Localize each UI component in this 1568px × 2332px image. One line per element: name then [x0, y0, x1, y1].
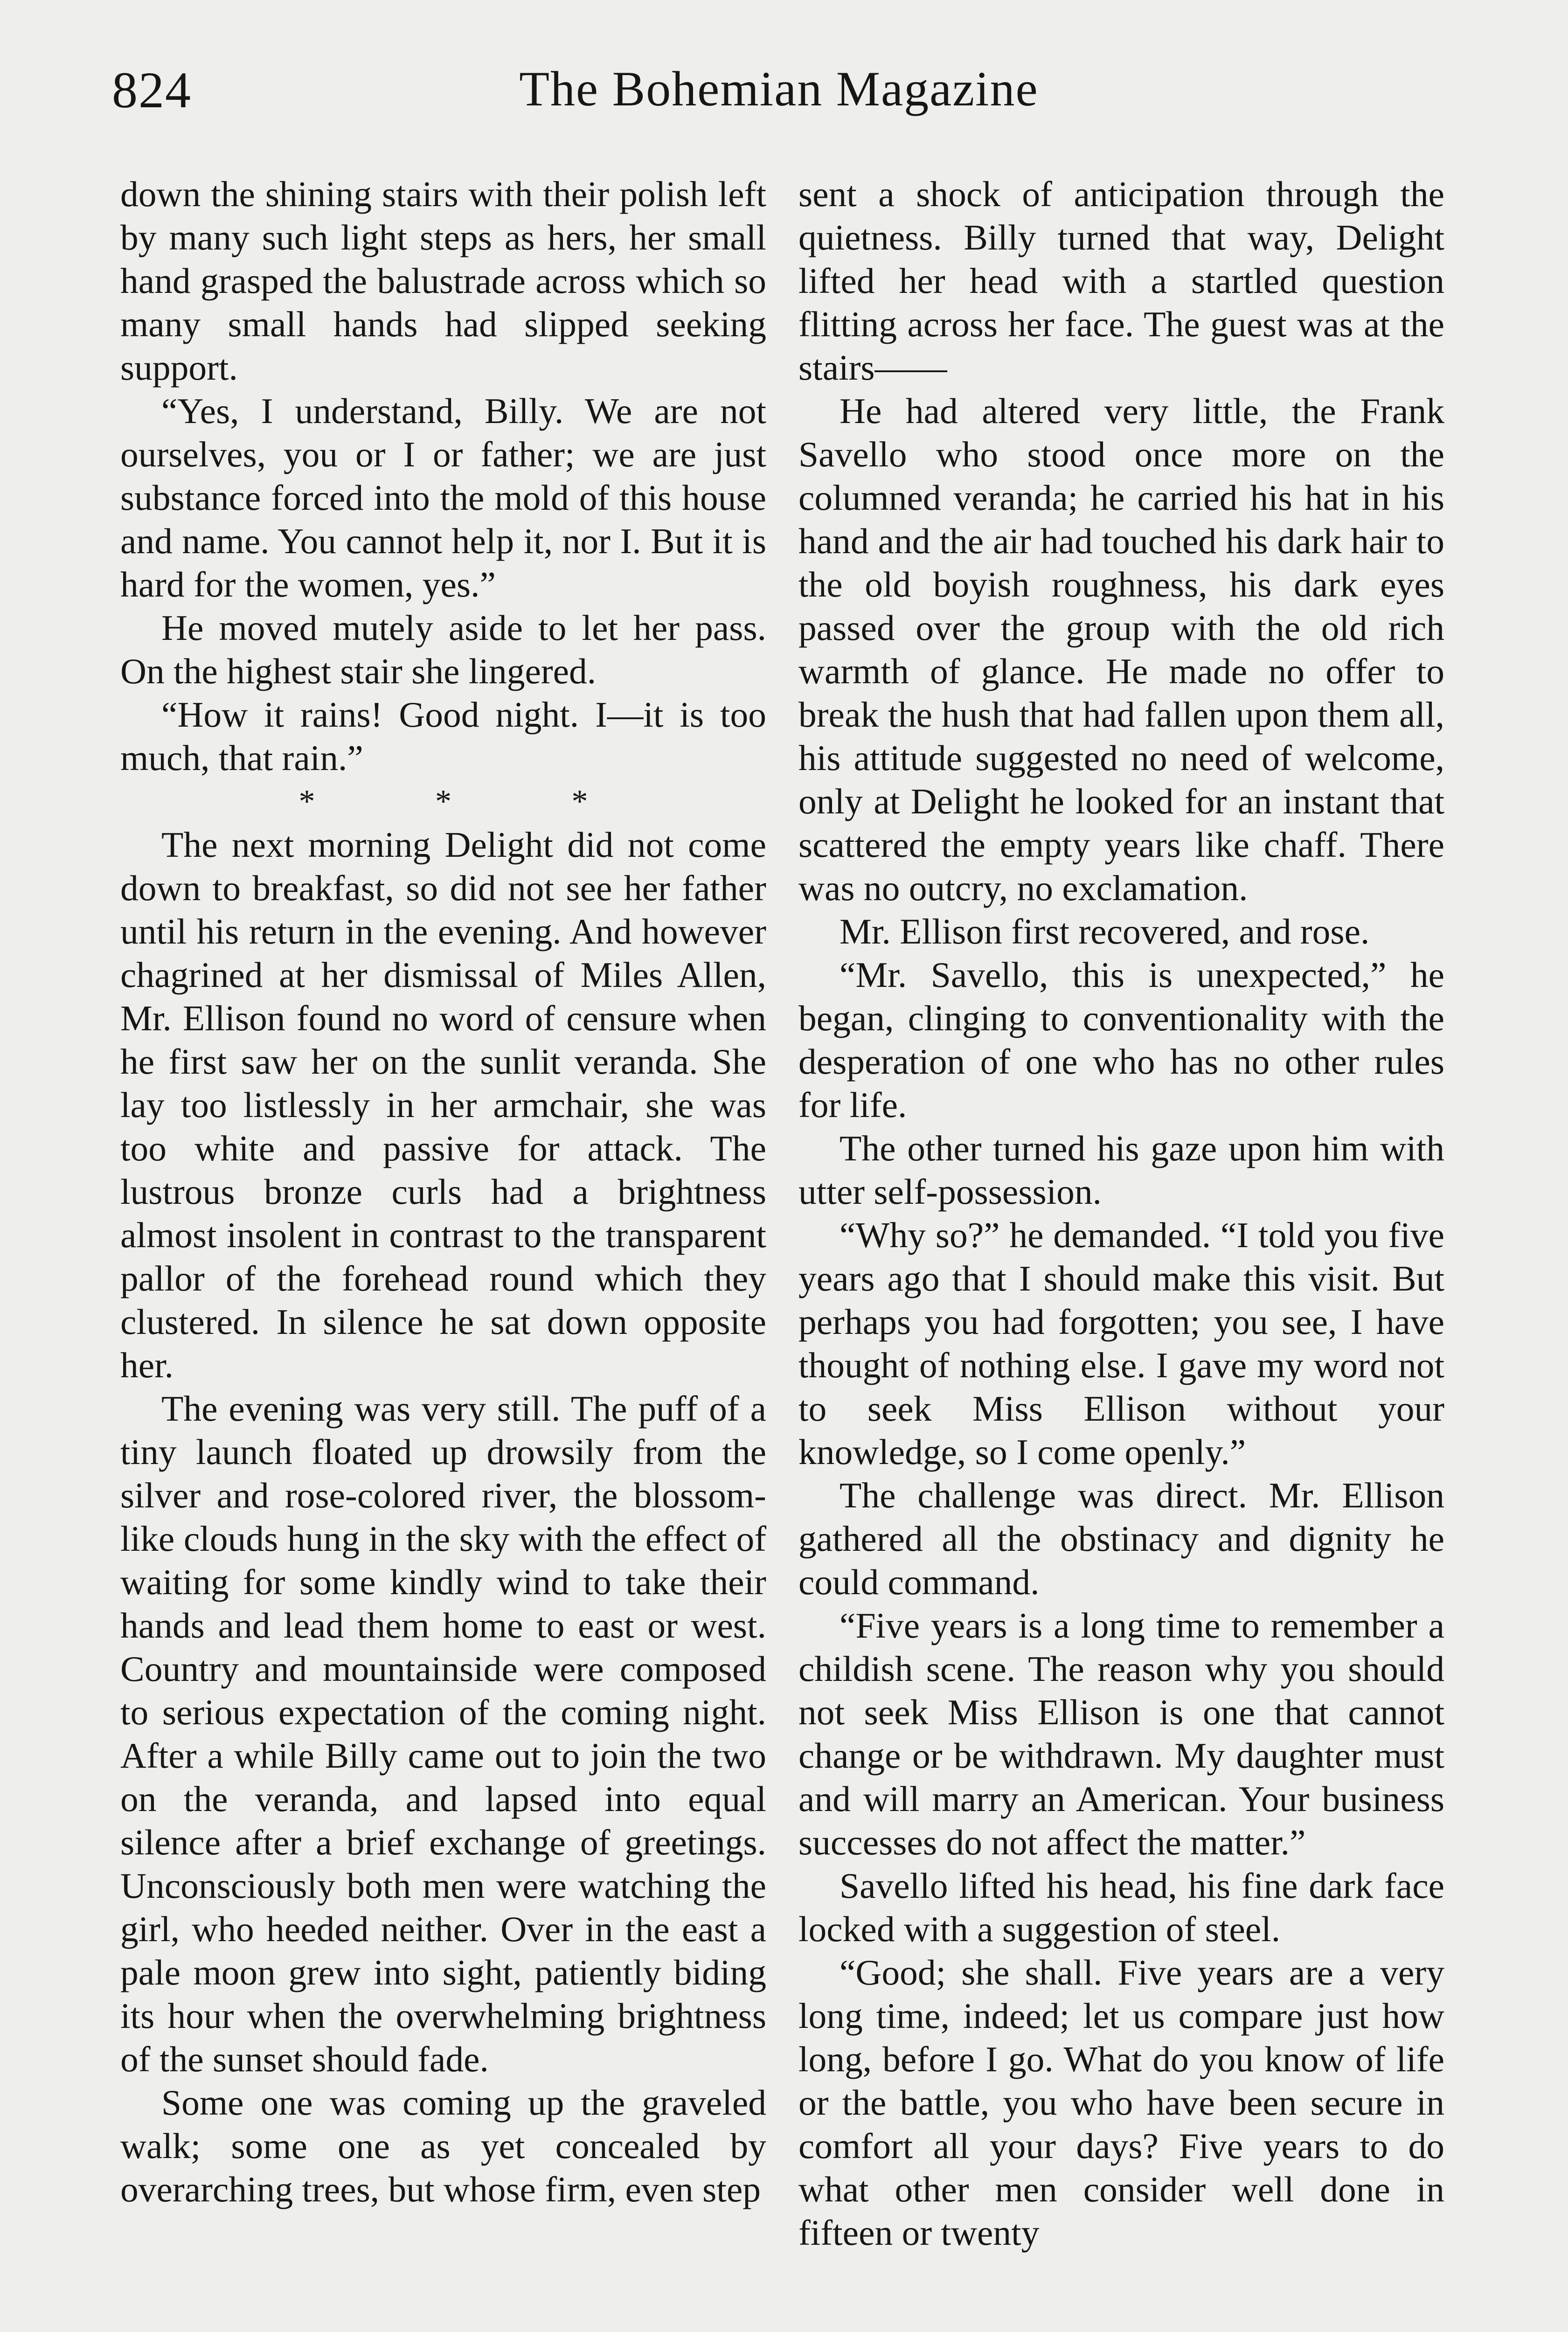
- paragraph: “Yes, I understand, Billy. We are not ourselves, you or I or father; we are just substance forced into the mold of this house and name. You cannot help it, nor I. But it is hard for the women, yes.”: [120, 391, 766, 604]
- paragraph: Mr. Ellison first recovered, and rose.: [840, 911, 1370, 951]
- paragraph: “Mr. Savello, this is unexpected,” he began, clinging to conventionality with the desperation of one who has no other rules for life.: [798, 955, 1444, 1125]
- paragraph: sent a shock of anticipation through the quietness. Billy turned that way, Delight lifted her head with a startled question flitting across her face. The guest was at the stairs——: [798, 174, 1444, 388]
- paragraph: The other turned his gaze upon him with utter self-possession.: [798, 1128, 1444, 1212]
- paragraph: The next morning Delight did not come down to breakfast, so did not see her father until his return in the evening. And however chagrined at her dismissal of Miles Allen, Mr. Ellison found no word of censure when he first saw her on the sunlit veranda. She lay too listlessly in her armchair, she was too white and passive for attack. The lustrous bronze curls had a brightness almost insolent in contrast to the transparent pallor of the forehead round which they clustered. In silence he sat down opposite her.: [120, 825, 766, 1385]
- section-break: * * *: [298, 784, 644, 819]
- paragraph: down the shining stairs with their polish left by many such light steps as hers, her small hand grasped the balustrade across which so many small hands had slipped seeking support.: [120, 174, 766, 388]
- paragraph: Savello lifted his head, his fine dark face locked with a suggestion of steel.: [798, 1866, 1444, 1949]
- paragraph: He moved mutely aside to let her pass. On the highest stair she lingered.: [120, 608, 766, 691]
- paragraph: He had altered very little, the Frank Savello who stood once more on the columned veranda; he carried his hat in his hand and the air had touched his dark hair to the old boyish roughness, his dark eyes passed over the group with the old rich warmth of glance. He made no offer to break the hush that had fallen upon them all, his attitude suggested no need of welcome, only at Delight he looked for an instant that scattered the empty years like chaff. There was no outcry, no exclamation.: [798, 391, 1444, 908]
- page-number: 824: [112, 62, 192, 118]
- left-column: [120, 173, 766, 2211]
- paragraph: “Five years is a long time to remember a childish scene. The reason why you should not seek Miss Ellison is one that cannot change or be withdrawn. My daughter must and will marry an American. Your business successes do not affect the matter.”: [798, 1605, 1444, 1862]
- paragraph: “Good; she shall. Five years are a very long time, indeed; let us compare just how long, before I go. What do you know of life or the battle, you who have been secure in comfort all your days? Five years to do what other men consider well done in fifteen or twenty: [798, 1952, 1444, 2253]
- paragraph: Some one was coming up the graveled walk; some one as yet concealed by overarching trees, but whose firm, even step: [120, 2082, 766, 2209]
- paragraph: “Why so?” he demanded. “I told you five years ago that I should make this visit. But perhaps you had forgotten; you see, I have thought of nothing else. I gave my word not to seek Miss Ellison without your knowledge, so I come openly.”: [798, 1215, 1444, 1472]
- paragraph: The challenge was direct. Mr. Ellison gathered all the obstinacy and dignity he could command.: [798, 1475, 1444, 1602]
- right-column: [798, 173, 1444, 2255]
- page-header: [112, 61, 1446, 135]
- paragraph: The evening was very still. The puff of a tiny launch floated up drowsily from the silver and rose-colored river, the blossom-like clouds hung in the sky with the effect of waiting for some kindly wind to take their hands and lead them home to east or west. Country and mountainside were composed to serious expectation of the coming night. After a while Billy came out to join the two on the veranda, and lapsed into equal silence after a brief exchange of greetings. Unconsciously both men were watching the girl, who heeded neither. Over in the east a pale moon grew into sight, patiently biding its hour when the overwhelming brightness of the sunset should fade.: [120, 1388, 766, 2079]
- paragraph: “How it rains! Good night. I—it is too much, that rain.”: [120, 694, 766, 778]
- running-title: The Bohemian Magazine: [519, 62, 1039, 116]
